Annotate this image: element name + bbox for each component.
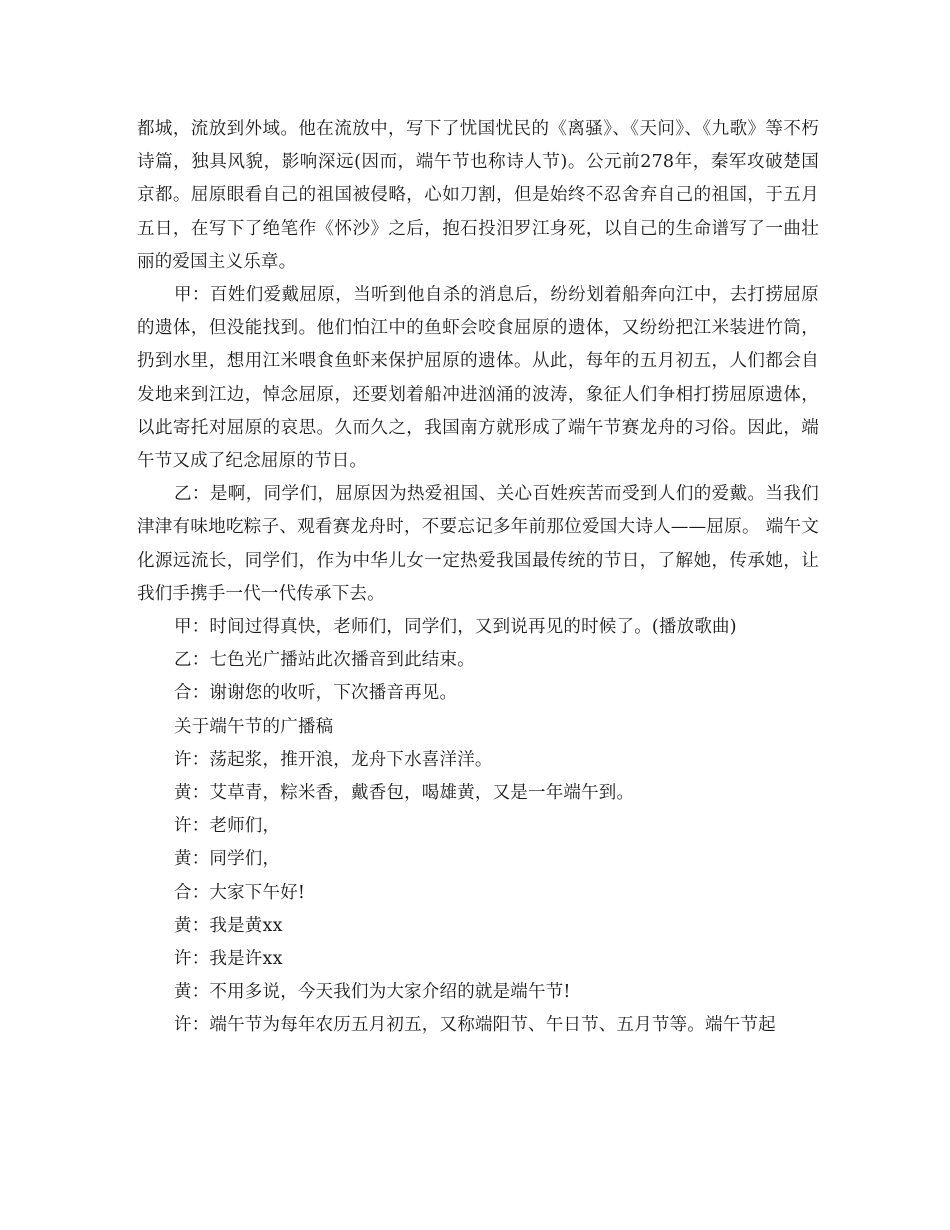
section-title: 关于端午节的广播稿 bbox=[174, 716, 334, 737]
line-xu-dragon-boat: 许：荡起浆，推开浪，龙舟下水喜洋洋。 bbox=[174, 749, 493, 770]
line-xu-intro: 许：我是许xx bbox=[174, 949, 283, 970]
paragraph-yi-tradition: 乙：是啊，同学们，屈原因为热爱祖国、关心百姓疾苦而受到人们的爱戴。当我们津津有味地吃粽子、观看赛龙舟时，不要忘记多年前那位爱国大诗人——屈原。 端午文化源远流长，同学们，作为中华儿女一定热爱我国最传统的节日，了解她，传承她，让我们手携手一代一代传承下去。 bbox=[137, 484, 819, 604]
document-body bbox=[137, 113, 819, 1043]
line-huang-intro: 黄：我是黄xx bbox=[174, 915, 283, 936]
line-jia-farewell: 甲：时间过得真快，老师们，同学们，又到说再见的时候了。(播放歌曲) bbox=[174, 617, 737, 638]
paragraph-qu-yuan-exile: 都城，流放到外域。他在流放中，写下了忧国忧民的《离骚》、《天问》、《九歌》等不朽诗篇，独具风貌，影响深远(因而，端午节也称诗人节)。公元前278年，秦军攻破楚国京都。屈原眼看自己的祖国被侵略，心如刀割，但是始终不忍舍弃自己的祖国，于五月五日，在写下了绝笔作《怀沙》之后，抱石投汨罗江身死，以自己的生命谱写了一曲壮丽的爱国主义乐章。 bbox=[137, 119, 819, 272]
line-he-thanks: 合：谢谢您的收听，下次播音再见。 bbox=[174, 683, 458, 704]
line-xu-festival-origin: 许：端午节为每年农历五月初五，又称端阳节、午日节、五月节等。端午节起 bbox=[174, 1015, 776, 1036]
line-huang-students: 黄：同学们， bbox=[174, 849, 281, 870]
line-yi-ending: 乙：七色光广播站此次播音到此结束。 bbox=[174, 650, 475, 671]
line-huang-festival: 黄：艾草青，粽米香，戴香包，喝雄黄，又是一年端午到。 bbox=[174, 783, 635, 804]
paragraph-jia-rescue: 甲：百姓们爱戴屈原，当听到他自杀的消息后，纷纷划着船奔向江中，去打捞屈原的遗体，但没能找到。他们怕江中的鱼虾会咬食屈原的遗体，又纷纷把江米装进竹筒，扔到水里，想用江米喂食鱼虾来保护屈原的遗体。从此，每年的五月初五，人们都会自发地来到江边，悼念屈原，还要划着船冲进汹涌的波涛，象征人们争相打捞屈原遗体，以此寄托对屈原的哀思。久而久之，我国南方就形成了端午节赛龙舟的习俗。因此，端午节又成了纪念屈原的节日。 bbox=[137, 285, 819, 472]
line-he-greeting: 合：大家下午好! bbox=[174, 882, 306, 903]
line-huang-topic: 黄：不用多说，今天我们为大家介绍的就是端午节! bbox=[174, 982, 571, 1003]
line-xu-teachers: 许：老师们， bbox=[174, 816, 281, 837]
